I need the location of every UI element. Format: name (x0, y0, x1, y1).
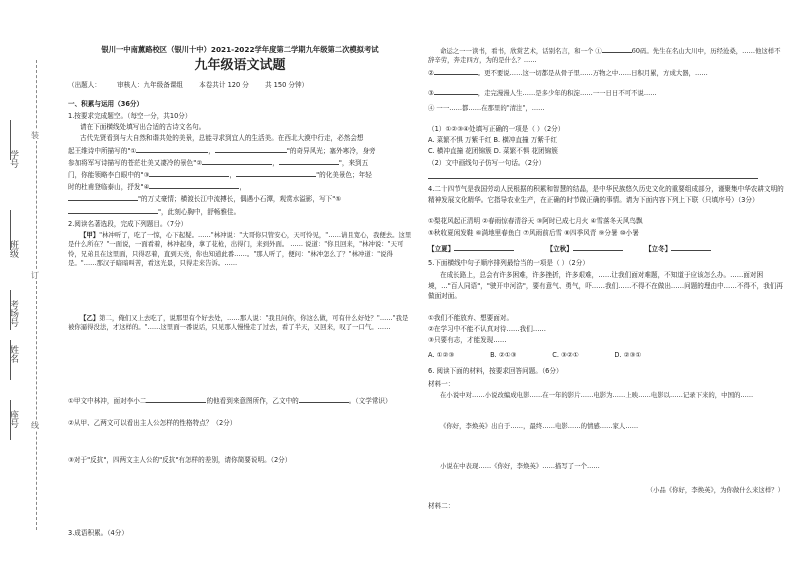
answer-blank-3a[interactable] (149, 168, 229, 177)
binding-mark-xian: 线 (31, 421, 39, 430)
question-6-item-3: ③只要有志，才能发现…… (428, 336, 507, 344)
answer-blank-r2[interactable] (434, 66, 478, 75)
question-1-intro: 请在下面横线处填写出合适的古诗文名句。 (80, 123, 206, 131)
answer-blank-5[interactable] (68, 205, 158, 214)
answer-blank-3b[interactable] (236, 168, 316, 177)
question-4-sub-2: （2）文中画线句子仿写一句话。（2分） (428, 159, 546, 167)
question-1-line-2: 起王维诗中所描写的"① ， "的奇异风光；塞外寒冷，身旁 (68, 144, 412, 157)
question-2-sub-1: ①甲文中林冲，面对李小二 的他看到来意图所作，乙文中的 。（文学常识） (68, 394, 412, 407)
material-1-source: （小品《你好，李焕英》，为你做什么来这样？） (646, 486, 784, 494)
couplet-options-2: ⑤秋收夏闲发鞋 ⑥满地里春鱼白 ⑦风雨前后雪 ⑧四季风青 ⑨分暑 ⑩小暑 (428, 229, 639, 237)
seat-field[interactable] (10, 400, 11, 440)
answer-blank-2-1b[interactable] (299, 394, 349, 403)
question-6-item-2: ②在学习中不能不认真对待……我们…… (428, 325, 547, 333)
passage-yi: 【乙】第二，俺们又上去吃了，说那里有个好去处，……那人说："我且问你，你这么做，可有什么好处？"……"我是被你逼得没法，才这样的。"……这里面一番说话，只见那人慢慢走了过去，看了半天，又回来，叹了一口气。…… (68, 314, 409, 332)
answer-blank-1b[interactable] (215, 144, 287, 153)
passage-line-1: 命运之一一读书，看书，欣赏艺术，话别名言，和一个 ① 60码。先生在名山大川中，历经沧桑，……他这样不辞辛劳，奔走四方，为的是什么？…… (428, 44, 784, 66)
meta-time: 共 150 分钟） (264, 81, 309, 89)
name-field[interactable] (10, 340, 11, 380)
question-1-line-7: "，此刻心胸中，舒畅雅佳。 (68, 205, 412, 218)
question-3-title: 3.成语积累。（4分） (68, 529, 128, 537)
answer-blank-1a[interactable] (136, 144, 208, 153)
section-heading: 一、积累与运用（36分） (68, 100, 144, 108)
class-field[interactable] (10, 210, 11, 250)
question-1-line-6: "的万丈豪情；横渡长江中流搏长，偶遇小石潭，观赏水溢影，写下"⑤ (68, 192, 412, 205)
material-1-text-3: 小说在中表现……《你好，李焕英》……描写了一个…… (440, 462, 600, 470)
question-4-option-1[interactable]: A. 菜繁不惧 万紫千红 B. 横冲直撞 万紫千红 (428, 136, 558, 144)
meta-author: （出题人： (68, 81, 101, 89)
answer-blank-lixia[interactable] (454, 242, 514, 251)
binding-label-student-id: 学号 (8, 150, 18, 168)
question-6-choices (428, 350, 784, 361)
answer-line-4[interactable] (428, 170, 784, 183)
couplet-options-1: ①梨花风起正清明 ②春雨惊春清谷天 ③阿时已成七月火 ④雪落冬天风鸟飘 (428, 217, 643, 225)
question-1-title: 1.按要求完成题空。（每空一分，共10分） (68, 112, 192, 120)
material-1-text-2: 《你好，李焕英》出自于……，最终……电影……的情感……家人…… (440, 422, 639, 430)
passage-line-3: ③ ，走完漫漫人生……是多少年的积淀……一一日日不可不说…… (428, 86, 784, 98)
binding-mark-zhuang: 装 (31, 131, 39, 140)
choice-c[interactable]: C. ③②① (552, 351, 579, 359)
student-id-field[interactable] (10, 120, 11, 160)
binding-strip (0, 0, 64, 562)
question-1-line-5: 时的杜甫登临泰山，抒发"④ ， (68, 180, 412, 193)
answer-blank-4a[interactable] (149, 180, 239, 189)
question-4-title: （1）①②③④处填写正确的一项是（ ）（2分） (428, 125, 565, 133)
passage-line-4: ④ 一一……都……在那里的"清注"，…… (428, 104, 545, 112)
binding-mark-ding: 订 (31, 271, 39, 280)
question-2-sub-2: ②从甲、乙两文可以看出主人公怎样的性格特点？（2分） (68, 419, 237, 427)
couplet-answers: 【立夏】 【立秋】 【立冬】 (428, 242, 784, 255)
passage-jia: 【甲】"林冲听了，吃了一惊，心下起疑。……"林冲说："大哥你只管安心，天可怜见，"……请且宽心，我便去。这里是什么所在？"一面说，一面看着，林冲起身，拿了花枪，出得门，来到外面。 …… 说道："你且回来，"林冲说："天可怜，兄弟且在这里面，只得忍着，直到天亮，你也知道此番……。"那人听了，便问："林冲怎么了？"林冲道："说得是。"……那汉子暗暗叫苦，看这光景，只得走来告诉。…… (68, 231, 412, 268)
material-2-label: 材料二： (428, 502, 455, 510)
binding-label-name: 姓名 (8, 345, 18, 363)
answer-blank-2-1a[interactable] (146, 394, 206, 403)
answer-blank-2b[interactable] (279, 156, 339, 165)
question-1-line-4: 门，你能领略李白眼中的"③ ， "的化美景色；年轻 (68, 168, 412, 181)
answer-blank-r1[interactable] (602, 44, 632, 53)
answer-blank-2a[interactable] (202, 156, 272, 165)
exam-header: 银川一中南薰路校区（银川十中）2021-2022学年度第二学期九年级第二次模拟考试 (101, 45, 379, 54)
question-5-title: 4.二十四节气是我国劳动人民根据的积累和智慧的结晶，是中华民族悠久历史文化的重要组成部分，谨聚集中华农耕文明的精神发展文化精华。它指导农业生产，在正确的时节做正确的事情。请为下面内容下列上下联（只填序号）（3分） (428, 185, 784, 204)
question-2-sub-3: ③对于"反抗"，四两文主人公的"反抗"有怎样的差别，请你简要说明。（2分） (68, 456, 292, 464)
binding-label-seat: 座号 (8, 410, 18, 428)
meta-reviewer: 审核人：九年级备课组 (117, 81, 184, 89)
choice-b[interactable]: B. ②①③ (490, 351, 517, 359)
exam-meta (68, 80, 412, 91)
answer-blank-lidong[interactable] (671, 242, 711, 251)
page-title: 九年级语文试题 (194, 58, 286, 73)
answer-blank-4b[interactable] (68, 192, 138, 201)
answer-blank-r3[interactable] (434, 86, 478, 95)
material-1-label: 材料一： (428, 380, 455, 388)
meta-score: 本卷共计 120 分 (199, 81, 249, 89)
answer-blank-liqiu[interactable] (573, 242, 623, 251)
question-6-item-1: ①我们不能放弃、想要面对。 (428, 314, 514, 322)
choice-a[interactable]: A. ①②③ (428, 351, 455, 359)
choice-d[interactable]: D. ②③① (614, 351, 642, 359)
question-6-title: 5.下面横线中句子顺序排列最恰当的一项是（ ）（2分） (428, 259, 589, 267)
exam-room-field[interactable] (10, 290, 11, 330)
question-7-title: 6. 阅读下面的材料，按要求回答问题。（6分） (428, 367, 563, 375)
question-6-text: 在成长路上，总会有许多困难，许多挫折，许多艰难，……让我们面对难题，不知道于应该怎么办。……面对困境，…"百人同语"，"驶开申河浩"，要有意气、勇气，吓……我们……不得不在做出……问题的理由中……不得不，我们再做面对面。 (428, 271, 784, 301)
question-1-line-3: 参加将军写诗描写的苍茫壮美又凄冷的景色"② ， "，来到五 (68, 156, 412, 169)
question-4-option-2[interactable]: C. 横冲直撞 花团锦簇 D. 菜繁不惧 花团锦簇 (428, 147, 558, 155)
binding-label-class: 班级 (8, 240, 18, 258)
passage-line-2: ② 。更不要说……这一切都是从骨子里……万物之中……日积月累，方成大器，…… (428, 66, 784, 78)
material-1-text: 在小说中对……小说改编成电影……在一年的影片……电影为……上映……电影以……记录下来的，中国的…… (440, 391, 754, 399)
binding-label-exam-room: 考场号 (8, 300, 18, 327)
question-2-title: 2.阅读名著选段，完成下列题目。（7分） (68, 220, 188, 228)
question-1-text-a: 古代先贤看到与大自然和谐共处的美景，总能寻求到宜人的生活美。在西北大漠中行走，必然会想 (80, 134, 364, 142)
